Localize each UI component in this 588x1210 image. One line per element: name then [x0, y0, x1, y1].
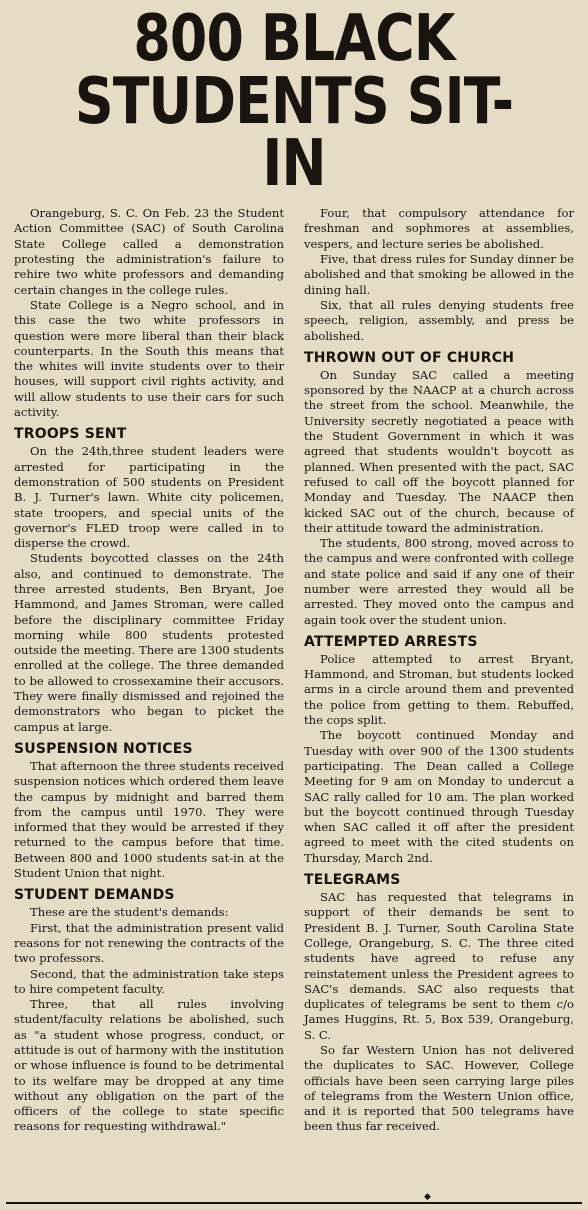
headline-line-1: 800 BLACK — [133, 2, 455, 76]
section-heading-troops-sent: TROOPS SENT — [14, 426, 127, 443]
article-paragraph: Students boycotted classes on the 24th also, and continued to demonstrate. The three arrested students, Ben Bryant, Joe Hammond, and James Stroman, were called before the disciplinary committee Friday morning while 800 students protested outside the meeting. There are 1300 students enrolled at the college. The three demanded to be allowed to crossexamine their accusors. They were finally dismissed and rejoined the demonstrators who began to picket the campus at large. — [14, 551, 284, 734]
headline-line-2: STUDENTS SIT-IN — [74, 64, 514, 202]
article-paragraph: Orangeburg, S. C. On Feb. 23 the Student Action Committee (SAC) of South Carolina State College called a demonstration protesting the administration's failure to rehire two white professors and demanding certain changes in the college rules. — [14, 206, 284, 297]
article-paragraph: On the 24th,three student leaders were arrested for participating in the demonstration of 500 students on President B. J. Turner's lawn. White city policemen, state troopers, and special units of the governor's FLED troop were called in to disperse the crowd. — [14, 444, 284, 551]
article-paragraph: Six, that all rules denying students free speech, religion, assembly, and press be abolished. — [304, 297, 574, 343]
section-heading-thrown-out-of-church: THROWN OUT OF CHURCH — [304, 349, 515, 366]
article-paragraph: That afternoon the three students received suspension notices which ordered them leave the campus by midnight and barred them from the campus until 1970. They were informed that they would be arrested if they returned to the campus before that time. Between 800 and 1000 students sat-in at the Student Union that night. — [14, 758, 284, 881]
article-paragraph: Four, that compulsory attendance for freshman and sophmores at assemblies, vespers, and lecture series be abolished. — [304, 206, 574, 251]
article-paragraph: Five, that dress rules for Sunday dinner be abolished and that smoking be allowed in the dining hall. — [304, 252, 574, 297]
article-paragraph: First, that the administration present valid reasons for not renewing the contracts of the two professors. — [14, 920, 284, 966]
right-column — [304, 206, 574, 1135]
article-paragraph: Three, that all rules involving student/faculty relations be abolished, such as "a student whose progress, conduct, or attitude is out of harmony with the institution or whose influence is found to be detrimental to its welfare may be dropped at any time without any obligation on the part of the officers of the college to state specific reasons for requesting withdrawal." — [14, 997, 284, 1134]
left-column — [14, 206, 284, 1135]
section-heading-attempted-arrests: ATTEMPTED ARRESTS — [304, 633, 478, 650]
article-paragraph: Police attempted to arrest Bryant, Hammond, and Stroman, but students locked arms in a circle around them and prevented the police from getting to them. Rebuffed, the cops split. — [304, 651, 574, 728]
section-heading-student-demands: STUDENT DEMANDS — [14, 887, 175, 904]
section-heading-suspension-notices: SUSPENSION NOTICES — [14, 740, 193, 757]
article-paragraph: On Sunday SAC called a meeting sponsored by the NAACP at a church across the street from the school. Meanwhile, the University secretly negotiated a peace with the Student Government in which it was agreed that students wouldn't boycott as planned. When presented with the pact, SAC refused to call off the boycott planned for Monday and Tuesday. The NAACP then kicked SAC out of the church, because of their attitude toward the administration. — [304, 367, 574, 535]
article-paragraph: These are the student's demands: — [30, 905, 229, 920]
article-paragraph: State College is a Negro school, and in this case the two white professors in question were more liberal than their black counterparts. In the South this means that the whites will invite students over to their houses, will support civil rights activity, and will allow students to use their cars for such activity. — [14, 297, 284, 420]
headline — [59, 2, 529, 202]
section-heading-telegrams: TELEGRAMS — [304, 872, 401, 889]
article-paragraph: The students, 800 strong, moved across to the campus and were confronted with college and state police and said if any one of their number were arrested they would all be arrested. They moved onto the campus and again took over the student union. — [304, 536, 574, 627]
end-marker-icon: ◆ — [424, 1192, 431, 1202]
article-paragraph: Second, that the administration take steps to hire competent faculty. — [14, 966, 284, 996]
article-paragraph: SAC has requested that telegrams in support of their demands be sent to President B. J. Turner, South Carolina State College, Orangeburg, S. C. The three cited students have agreed to refuse any reinstatement unless the President agrees to SAC's demands. SAC also requests that duplicates of telegrams be sent to them c/o James Huggins, Rt. 5, Box 539, Orangeburg, S. C. — [304, 890, 574, 1042]
article-paragraph: So far Western Union has not delivered the duplicates to SAC. However, College officials have been seen carrying large piles of telegrams from the Western Union office, and it is reported that 500 telegrams have been thus far received. — [304, 1043, 574, 1134]
article-columns — [14, 206, 574, 1135]
bottom-rule — [6, 1202, 582, 1204]
article-paragraph: The boycott continued Monday and Tuesday with over 900 of the 1300 students participating. The Dean called a College Meeting for 9 am on Monday to undercut a SAC rally called for 10 am. The plan worked but the boycott continued through Tuesday when SAC called it off after the president agreed to meet with the cited students on Thursday, March 2nd. — [304, 728, 574, 865]
